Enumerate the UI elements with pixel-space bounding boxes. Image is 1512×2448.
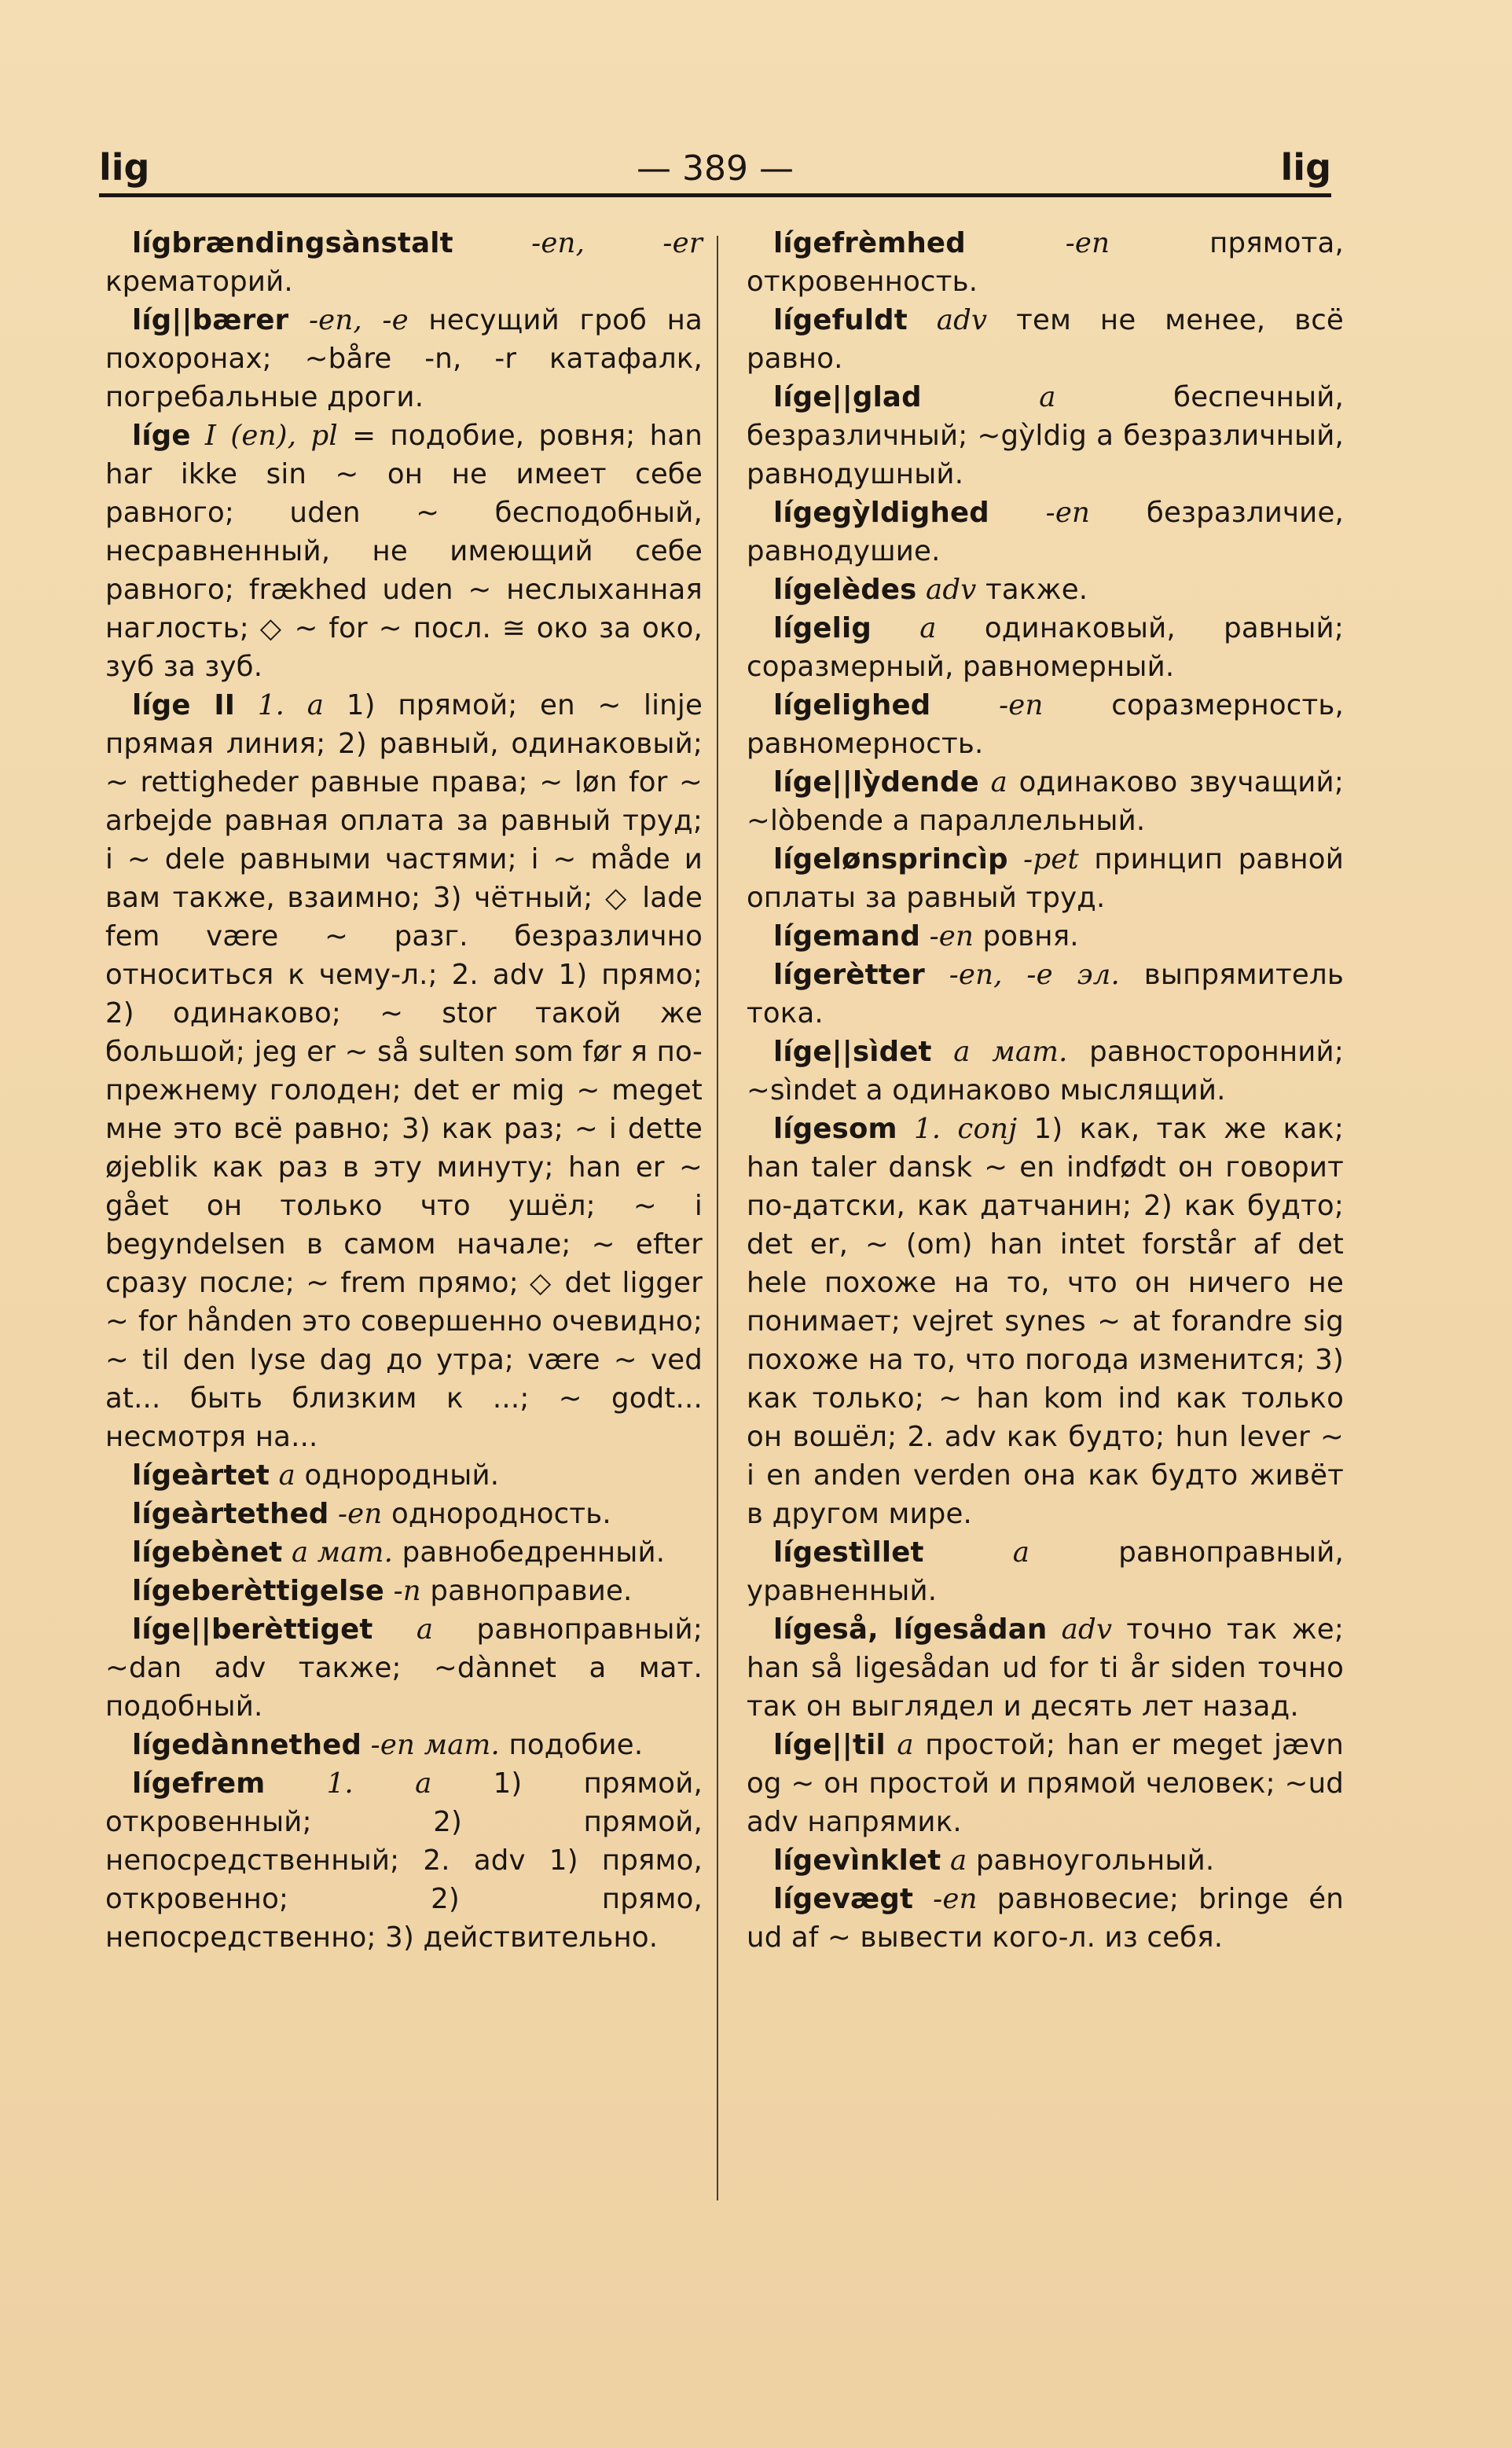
grammar-label: -en мат. (370, 1729, 500, 1761)
headword: lígestìllet (773, 1536, 924, 1569)
headword: lígerètter (773, 959, 925, 991)
entry (747, 1033, 1344, 1110)
headword: lígelèdes (773, 574, 917, 606)
definition: подобие. (508, 1729, 644, 1761)
grammar-label: 1. a (326, 1767, 432, 1800)
right-column (747, 224, 1344, 1957)
definition: выпрямитель тока. (747, 959, 1344, 1029)
left-guide-word: lig (99, 146, 150, 189)
definition: ровня. (982, 920, 1079, 952)
right-guide-word: lig (1280, 146, 1331, 189)
definition: также. (985, 574, 1088, 606)
entry (105, 417, 703, 686)
entry (105, 1610, 703, 1726)
entry (747, 1880, 1344, 1957)
grammar-label: -pet (1023, 843, 1079, 875)
entry (747, 224, 1344, 301)
definition: тем не менее, всё равно. (747, 304, 1344, 375)
definition: равновесие; bringe én ud af ~ вывести кого-л. из себя. (747, 1883, 1344, 1954)
column-divider (717, 236, 718, 2200)
entry (105, 1456, 703, 1495)
entry (747, 840, 1344, 917)
grammar-label: -n (393, 1575, 421, 1607)
grammar-label: -en, -e (308, 304, 409, 336)
headword: lígefrem (132, 1767, 266, 1800)
headword: líge||berèttiget (132, 1613, 373, 1646)
definition: 1) прямой; en ~ linje прямая линия; 2) равный, одинаковый; ~ rettigheder равные права; ~ løn for ~ arbejde равная оплата за равный труд; i ~ dele равными частями; i ~ måde и вам также, взаимно; 3) чётный; ◇ lade fem være ~ разг. безразлично относиться к чему-л.; 2. adv 1) прямо; 2) одинаково; ~ stor такой же большой; jeg er ~ så sulten som før я по-прежнему голоден; det er mig ~ meget мне это всё равно; 3) как раз; ~ i dette øjeblik как раз в эту минуту; han er ~ gået он только что ушёл; ~ i begyndelsen в самом начале; ~ efter сразу после; ~ frem прямо; ◇ det ligger ~ for hånden это совершенно очевидно; ~ til den lyse dag до утра; være ~ ved at... быть близким к ...; ~ godt... несмотря на... (105, 689, 703, 1453)
entry (105, 301, 703, 417)
grammar-label: a (1039, 381, 1056, 413)
headword: lígeàrtethed (132, 1498, 329, 1530)
definition: прямота, откровенность. (747, 227, 1344, 298)
entry (747, 917, 1344, 956)
headword: lígefuldt (773, 304, 908, 336)
entry (105, 224, 703, 301)
grammar-label: a (990, 766, 1007, 798)
grammar-label: a (416, 1613, 434, 1646)
headword: líge||glad (773, 381, 922, 413)
definition: равноугольный. (975, 1844, 1215, 1877)
grammar-label: -en, -e эл. (949, 959, 1120, 991)
headword: lígebènet (132, 1536, 283, 1569)
entry (747, 609, 1344, 686)
definition: = подобие, ровня; han har ikke sin ~ он не имеет себе равного; uden ~ бесподобный, несравненный, не имеющий себе равного; frækhed uden ~ неслыханная наглость; ◇ ~ for ~ посл. ≅ око за око, зуб за зуб. (105, 420, 703, 683)
headword: lígeberèttigelse (132, 1575, 385, 1607)
definition: однородность. (391, 1498, 611, 1530)
entry (105, 1726, 703, 1764)
entry (747, 956, 1344, 1033)
grammar-label: a (897, 1729, 914, 1761)
headword: líge||lỳdende (773, 766, 979, 798)
grammar-label: a (1012, 1536, 1030, 1569)
grammar-label: -en (999, 689, 1044, 721)
grammar-label: -en (1045, 497, 1091, 529)
grammar-label: -en (933, 1883, 978, 1915)
definition: крематорий. (105, 266, 293, 298)
headword: lígevægt (773, 1883, 914, 1915)
headword: líge||sìdet (773, 1036, 932, 1068)
headword: lígemand (773, 920, 921, 952)
definition: равноправный, уравненный. (747, 1536, 1344, 1607)
grammar-label: adv (1061, 1613, 1113, 1646)
definition: принцип равной оплаты за равный труд. (747, 843, 1344, 914)
definition: 1) прямой, откровенный; 2) прямой, непосредственный; 2. adv 1) прямо, откровенно; 2) прямо, непосредственно; 3) действительно. (105, 1767, 703, 1954)
definition: однородный. (304, 1459, 500, 1492)
grammar-label: adv (936, 304, 988, 336)
grammar-label: -en (337, 1498, 383, 1530)
headword: lígelønsprincìp (773, 843, 1008, 875)
grammar-label: 1. conj (913, 1113, 1018, 1145)
definition: простой; han er meget jævn og ~ он простой и прямой человек; ~ud adv напрямик. (747, 1729, 1344, 1838)
entry (747, 1610, 1344, 1726)
headword: lígeså, lígesådan (773, 1613, 1048, 1646)
headword: lígelig (773, 612, 872, 644)
headword: lígesom (773, 1113, 897, 1145)
entry (747, 571, 1344, 609)
entry (747, 1726, 1344, 1841)
entry (747, 301, 1344, 378)
headword: líg||bærer (132, 304, 289, 336)
headword: lígbrændingsànstalt (132, 227, 453, 259)
definition: одинаково звучащий; ~lòbende a параллельный. (747, 766, 1344, 837)
grammar-label: a (949, 1844, 967, 1877)
headword: líge (132, 420, 191, 452)
grammar-label: a (278, 1459, 295, 1492)
grammar-label: 1. a (257, 689, 325, 721)
definition: беспечный, безразличный; ~gỳldig a безразличный, равнодушный. (747, 381, 1344, 490)
entry (747, 1110, 1344, 1533)
definition: несущий гроб на похоронах; ~båre -n, -r катафалк, погребальные дроги. (105, 304, 703, 413)
definition: точно так же; han så ligesådan ud for ti år siden точно так он выглядел и десять лет назад. (747, 1613, 1344, 1723)
header-rule (99, 193, 1331, 197)
grammar-label: adv (926, 574, 977, 606)
definition: 1) как, так же как; han taler dansk ~ en indfødt он говорит по-датски, как датчанин; 2) как будто; det er, ~ (om) han intet forstår af det hele похоже на то, что он ничего не понимает; vejret synes ~ at forandre sig похоже на то, что погода изменится; 3) как только; ~ han kom ind как только он вошёл; 2. adv как будто; hun lever ~ i en anden verden она как будто живёт в другом мире. (747, 1113, 1344, 1530)
entry (105, 686, 703, 1456)
entry (747, 1841, 1344, 1880)
definition: равноправный; ~dan adv также; ~dànnet a мат. подобный. (105, 1613, 703, 1723)
definition: соразмерность, равномерность. (747, 689, 1344, 760)
grammar-label: -en (929, 920, 974, 952)
entry (105, 1572, 703, 1610)
entry (747, 1533, 1344, 1610)
entry (105, 1764, 703, 1957)
entry (747, 378, 1344, 494)
grammar-label: -en (1065, 227, 1110, 259)
headword: líge||til (773, 1729, 886, 1761)
headword: lígelighed (773, 689, 931, 721)
entry (105, 1495, 703, 1533)
definition: безразличие, равнодушие. (747, 497, 1344, 567)
definition: одинаковый, равный; соразмерный, равномерный. (747, 612, 1344, 683)
headword: lígefrèmhed (773, 227, 966, 259)
grammar-label: a (919, 612, 937, 644)
headword: lígeàrtet (132, 1459, 270, 1492)
running-header (99, 140, 1331, 195)
entry (747, 494, 1344, 571)
grammar-label: a мат. (291, 1536, 394, 1569)
headword: lígegỳldighed (773, 497, 989, 529)
headword: lígedànnethed (132, 1729, 362, 1761)
headword: líge II (132, 689, 236, 721)
entry (747, 763, 1344, 840)
headword: lígevìnklet (773, 1844, 941, 1877)
left-column (105, 224, 703, 1957)
page-number: — 389 — (637, 149, 794, 189)
grammar-label: I (en), pl (204, 420, 338, 452)
definition: равнобедренный. (402, 1536, 666, 1569)
definition: равносторонний; ~sìndet a одинаково мыслящий. (747, 1036, 1344, 1107)
definition: равноправие. (430, 1575, 633, 1607)
grammar-label: -en, -er (531, 227, 703, 259)
entry (105, 1533, 703, 1572)
grammar-label: a мат. (953, 1036, 1068, 1068)
entry (747, 686, 1344, 763)
